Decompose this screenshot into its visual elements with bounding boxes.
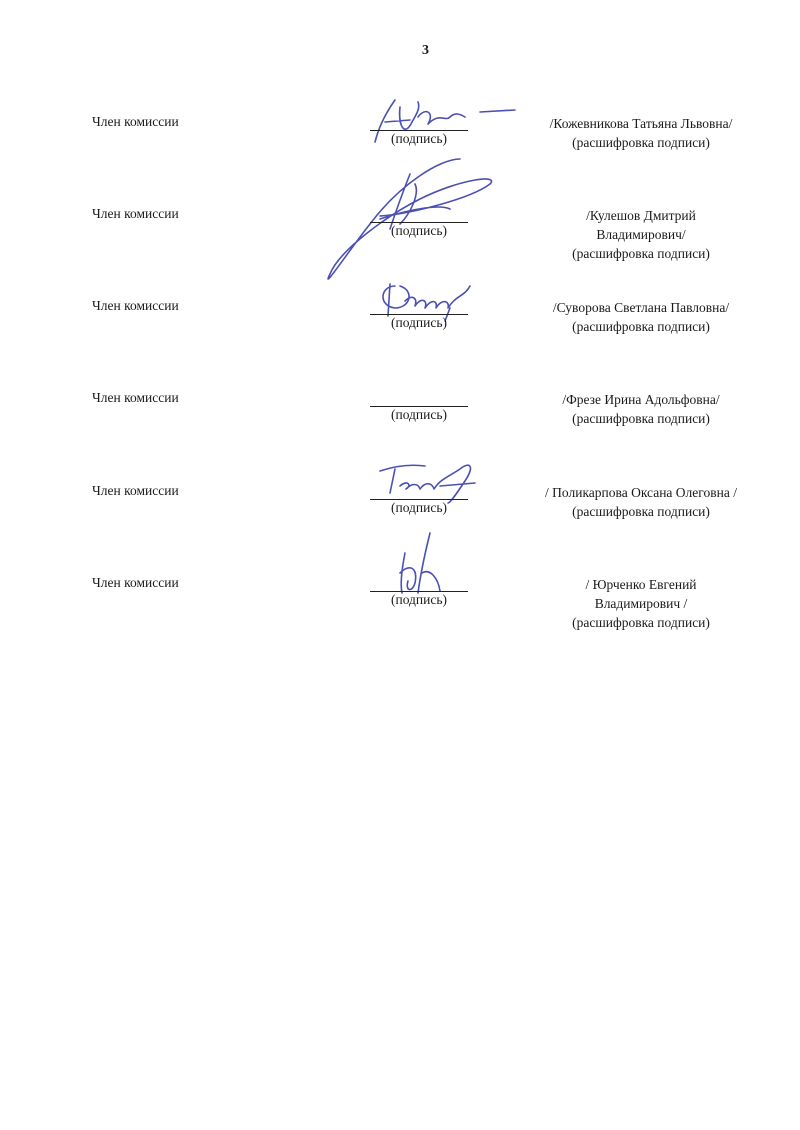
member-name-block [545, 298, 737, 336]
member-name-block [545, 206, 737, 263]
member-role: Член комиссии [92, 483, 179, 498]
member-name-block [545, 114, 737, 152]
signature-caption: (подпись) [390, 315, 448, 330]
signature-caption: (подпись) [390, 500, 448, 515]
member-name: /Кожевникова Татьяна Львовна/ [549, 116, 733, 131]
decode-caption: (расшифровка подписи) [572, 411, 710, 426]
decode-caption: (расшифровка подписи) [572, 504, 710, 519]
member-name-block [545, 575, 737, 632]
member-role: Член комиссии [92, 575, 179, 590]
member-role: Член комиссии [92, 390, 179, 405]
member-name: / Юрченко Евгений Владимирович / [585, 577, 697, 611]
signature-caption: (подпись) [390, 131, 448, 146]
handwritten-signature [300, 246, 540, 356]
member-role: Член комиссии [92, 114, 179, 129]
signature-caption: (подпись) [390, 592, 448, 607]
member-name: / Поликарпова Оксана Олеговна / [545, 485, 737, 500]
signature-caption: (подпись) [390, 223, 448, 238]
decode-caption: (расшифровка подписи) [572, 246, 710, 261]
member-name: /Фрезе Ирина Адольфовна/ [562, 392, 720, 407]
member-name-block [545, 483, 737, 521]
member-row [0, 298, 800, 396]
member-name: /Суворова Светлана Павловна/ [552, 300, 730, 315]
member-name: /Кулешов Дмитрий Владимирович/ [586, 208, 696, 242]
member-row [0, 575, 800, 673]
handwritten-signature [300, 523, 540, 633]
page-number: 3 [422, 43, 429, 58]
member-role: Член комиссии [92, 298, 179, 313]
member-role: Член комиссии [92, 206, 179, 221]
decode-caption: (расшифровка подписи) [572, 615, 710, 630]
decode-caption: (расшифровка подписи) [572, 319, 710, 334]
decode-caption: (расшифровка подписи) [572, 135, 710, 150]
member-name-block [545, 390, 737, 428]
signature-caption: (подпись) [390, 407, 448, 422]
